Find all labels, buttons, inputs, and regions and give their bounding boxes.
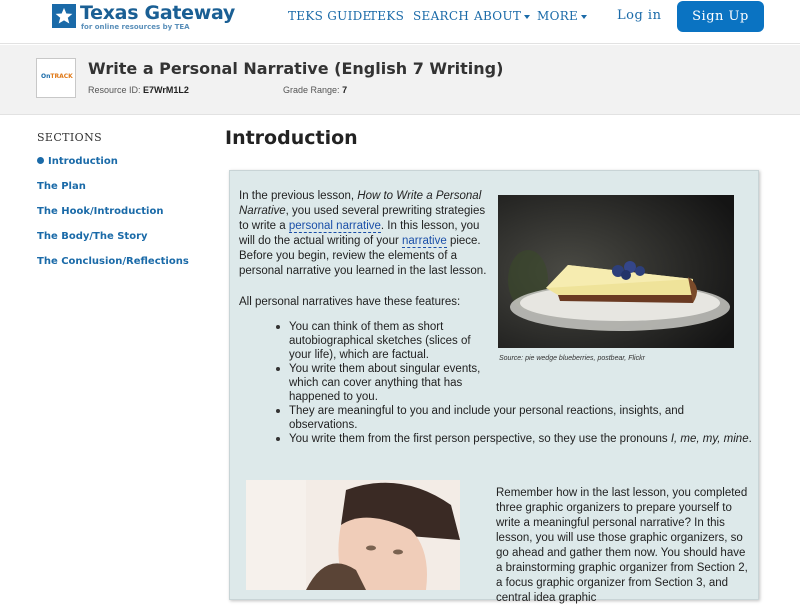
nav-teks-guide[interactable]: TEKS GUIDE — [288, 9, 372, 23]
glossary-link-narrative[interactable]: narrative — [402, 235, 447, 247]
nav-more-label: MORE — [537, 9, 579, 23]
sidebar-item-the-plan[interactable]: The Plan — [37, 181, 86, 192]
page-title: Introduction — [225, 127, 358, 149]
brand-subtitle: for online resources by TEA — [81, 23, 190, 31]
sidebar-item-body-story[interactable]: The Body/The Story — [37, 231, 148, 242]
nav-more[interactable] — [537, 9, 587, 23]
nav-about-label: ABOUT — [474, 9, 522, 23]
photo-caption: Source: pie wedge blueberries, postbear, Flickr — [499, 355, 645, 362]
nav-teks[interactable]: TEKS — [369, 9, 405, 23]
nav-search[interactable]: SEARCH — [413, 9, 470, 23]
list-item: You write them from the first person perspective, so they use the pronouns I, me, my, mine. — [289, 432, 754, 446]
ontrack-logo — [36, 58, 76, 98]
top-navbar — [0, 0, 800, 44]
signup-button[interactable]: Sign Up — [677, 1, 764, 32]
texas-gateway-logo[interactable] — [52, 2, 235, 34]
list-item: You can think of them as short autobiographical sketches (slices of your life), which are factual. — [289, 320, 489, 362]
ontrack-logo-text: OnTRACK — [41, 73, 73, 80]
intro-paragraph: In the previous lesson, How to Write a Personal Narrative, you used several prewriting strategies to write a personal narrative. In this lesson, you will do the actual writing of your narrative piece. Before you begin, review the elements of a personal narrative you learned in the last lesson. — [239, 190, 487, 277]
list-item: You write them about singular events, which can cover anything that has happened to you. — [289, 362, 489, 404]
nav-about[interactable] — [474, 9, 530, 23]
active-dot-icon — [37, 157, 44, 164]
glossary-link-personal-narrative[interactable]: personal narrative — [288, 220, 381, 232]
list-item: They are meaningful to you and include your personal reactions, insights, and observations. — [289, 404, 754, 432]
grade-range: Grade Range: 7 — [283, 85, 348, 95]
sidebar-item-conclusion-reflections[interactable]: The Conclusion/Reflections — [37, 256, 189, 267]
caret-down-icon — [581, 15, 587, 19]
brand-title: Texas Gateway — [80, 2, 235, 24]
girl-photo — [246, 480, 460, 590]
resource-title: Write a Personal Narrative (English 7 Writing) — [88, 59, 504, 78]
sidebar-item-introduction[interactable]: Introduction — [37, 156, 118, 167]
features-list-short — [289, 320, 489, 404]
graphic-organizers-paragraph: Remember how in the last lesson, you completed three graphic organizers to prepare yourself to write a meaningful personal narrative? In this lesson, you will use those graphic organizers, so go ahead and gather them now. You should have a brainstorming graphic organizer from Section 2, a focus graphic organizer from Section 3, and central idea graphic — [496, 487, 748, 604]
features-intro: All personal narratives have these features: — [239, 296, 461, 308]
pie-photo — [498, 195, 734, 348]
resource-id: Resource ID: E7WrM1L2 — [88, 85, 189, 95]
star-icon — [52, 4, 76, 28]
login-link[interactable]: Log in — [617, 8, 662, 23]
sidebar-item-hook-introduction[interactable]: The Hook/Introduction — [37, 206, 164, 217]
sections-heading: SECTIONS — [37, 131, 103, 144]
resource-header — [0, 45, 800, 115]
features-list-wide — [289, 404, 754, 446]
caret-down-icon — [524, 15, 530, 19]
